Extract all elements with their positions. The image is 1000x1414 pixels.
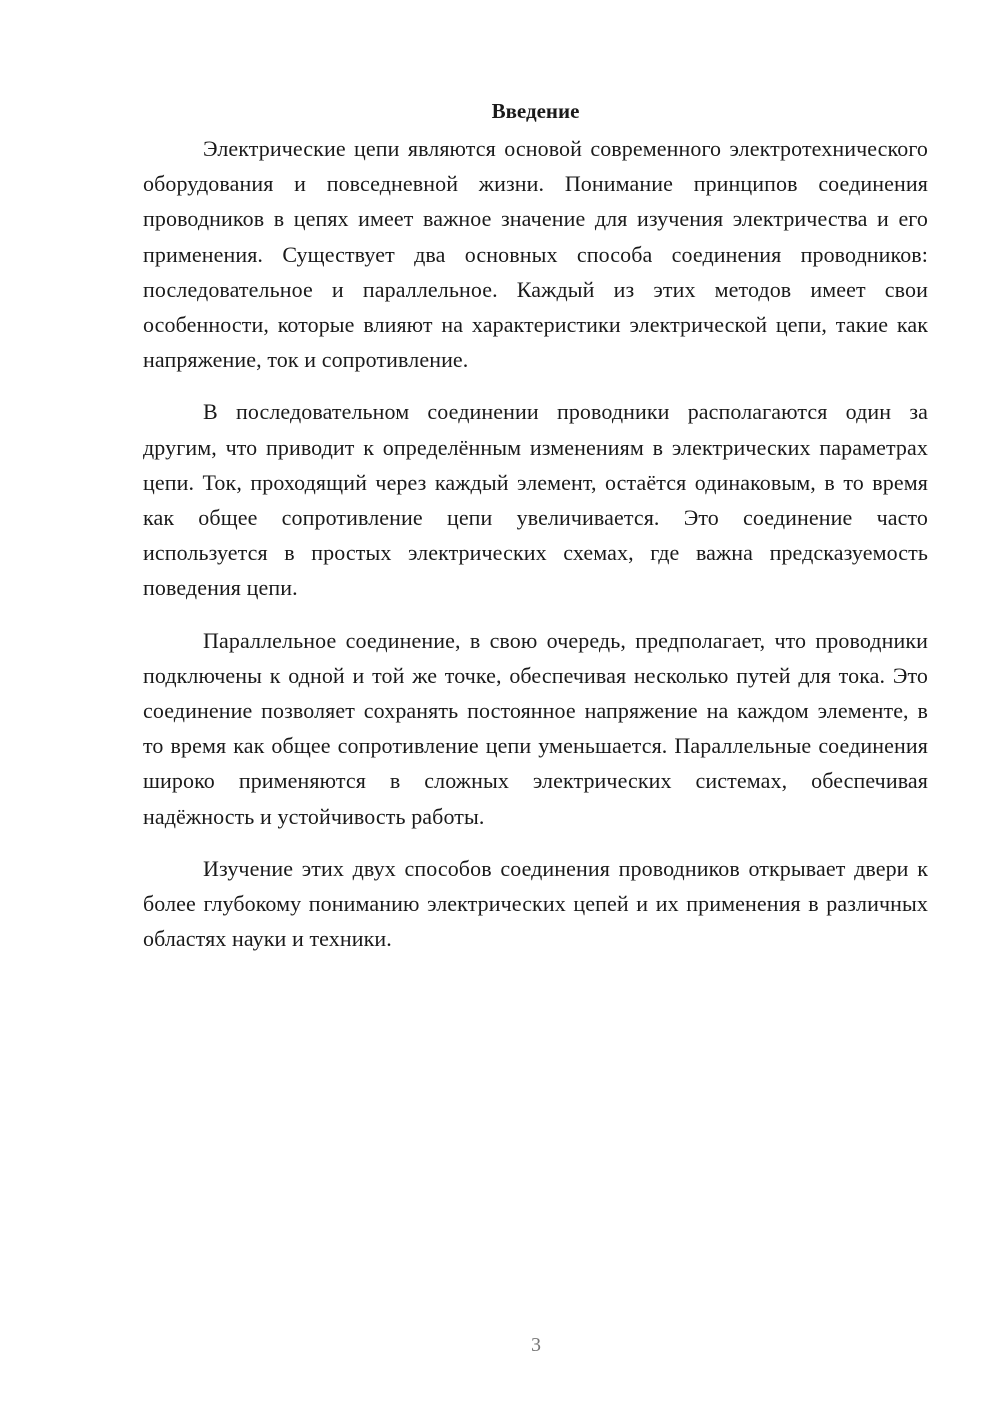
section-heading: Введение (491, 99, 580, 123)
paragraph-intro: Электрические цепи являются основой современного электротехнического оборудования и повседневной жизни. Понимание принципов соединения проводников в цепях имеет важное значение для изучения электричества и его применения. Существует два основных способа соединения проводников: последовательное и параллельное. Каждый из этих методов имеет свои особенности, которые влияют на характеристики электрической цепи, такие как напряжение, ток и сопротивление. (143, 136, 928, 373)
paragraph-series-connection: В последовательном соединении проводники располагаются один за другим, что приводит к определённым изменениям в электрических параметрах цепи. Ток, проходящий через каждый элемент, остаётся одинаковым, в то время как общее сопротивление цепи увеличивается. Это соединение часто используется в простых электрических схемах, где важна предсказуемость поведения цепи. (143, 399, 928, 601)
paragraph-parallel-connection: Параллельное соединение, в свою очередь, предполагает, что проводники подключены к одной и той же точке, обеспечивая несколько путей для тока. Это соединение позволяет сохранять постоянное напряжение на каждом элементе, в то время как общее сопротивление цепи уменьшается. Параллельные соединения широко применяются в сложных электрических системах, обеспечивая надёжность и устойчивость работы. (143, 627, 928, 829)
page-number: 3 (531, 1334, 541, 1356)
page-content (143, 96, 928, 973)
paragraph-conclusion: Изучение этих двух способов соединения проводников открывает двери к более глубокому пониманию электрических цепей и их применения в различных областях науки и техники. (143, 855, 928, 952)
